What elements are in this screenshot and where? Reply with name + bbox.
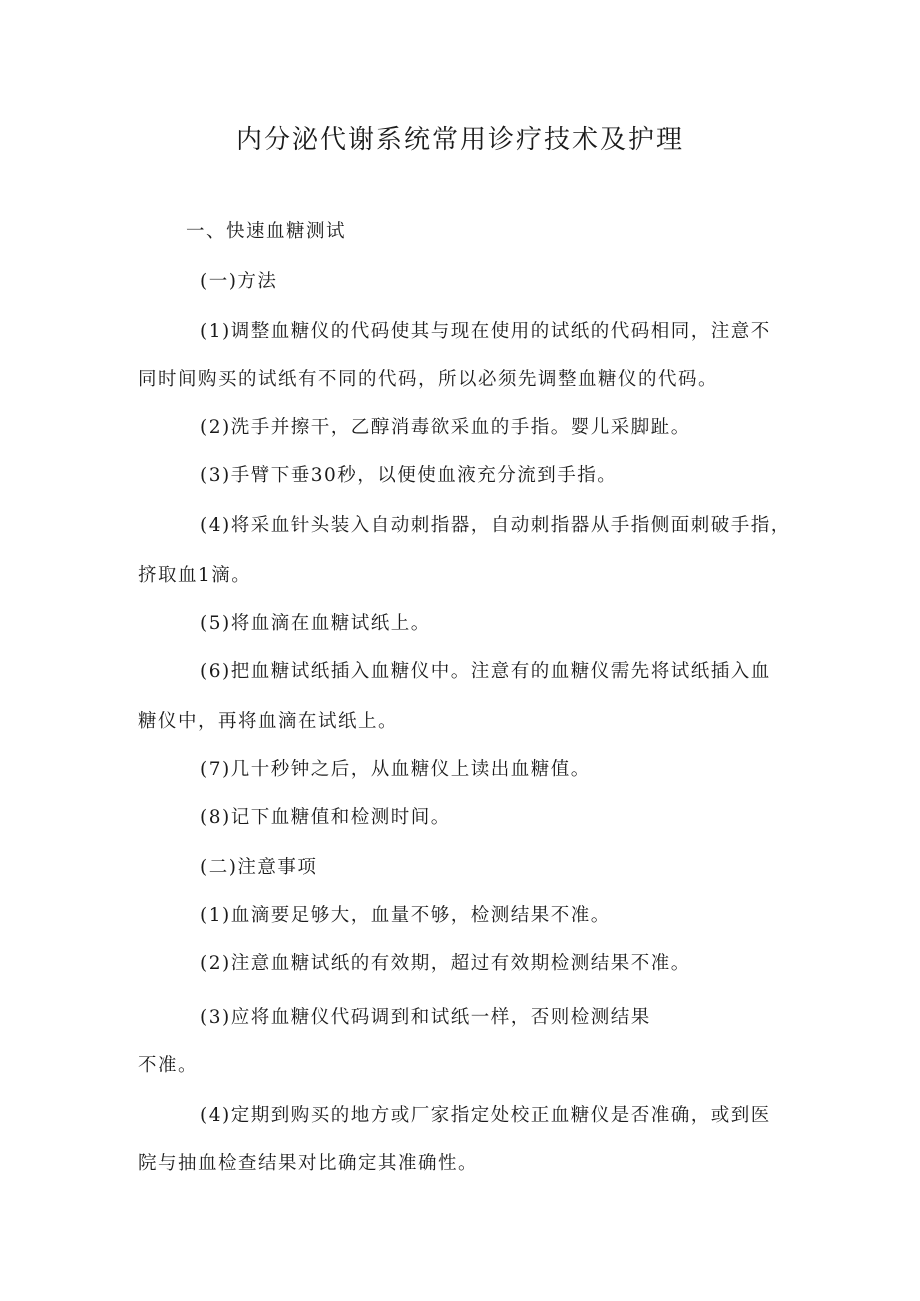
note-4-line-1: (4)定期到购买的地方或厂家指定处校正血糖仪是否准确，或到医 — [200, 1105, 771, 1126]
document-title: 内分泌代谢系统常用诊疗技术及护理 — [235, 125, 684, 155]
section-heading: 一、快速血糖测试 — [186, 221, 347, 242]
method-step-5: (5)将血滴在血糖试纸上。 — [200, 613, 431, 634]
method-step-6-line-2: 糖仪中，再将血滴在试纸上。 — [138, 711, 399, 732]
note-1: (1)血滴要足够大，血量不够，检测结果不准。 — [200, 905, 611, 926]
note-2: (2)注意血糖试纸的有效期，超过有效期检测结果不准。 — [200, 953, 691, 974]
method-step-4-line-1: (4)将采血针头装入自动刺指器，自动刺指器从手指侧面刺破手指， — [200, 515, 791, 536]
method-step-2: (2)洗手并擦干，乙醇消毒欲采血的手指。婴儿采脚趾。 — [200, 417, 691, 438]
note-3-line-2: 不准。 — [138, 1055, 199, 1076]
note-3-line-1: (3)应将血糖仪代码调到和试纸一样，否则检测结果 — [200, 1007, 651, 1028]
method-step-8: (8)记下血糖值和检测时间。 — [200, 807, 451, 828]
method-step-1-line-1: (1)调整血糖仪的代码使其与现在使用的试纸的代码相同，注意不 — [200, 321, 771, 342]
subsection-heading-method: (一)方法 — [200, 271, 278, 292]
method-step-6-line-1: (6)把血糖试纸插入血糖仪中。注意有的血糖仪需先将试纸插入血 — [200, 661, 771, 682]
note-4-line-2: 院与抽血检查结果对比确定其准确性。 — [138, 1153, 479, 1174]
method-step-3: (3)手臂下垂30秒，以便使血液充分流到手指。 — [200, 465, 618, 486]
subsection-heading-notes: (二)注意事项 — [200, 857, 318, 878]
method-step-4-line-2: 挤取血1滴。 — [138, 565, 252, 586]
method-step-7: (7)几十秒钟之后，从血糖仪上读出血糖值。 — [200, 759, 591, 780]
method-step-1-line-2: 同时间购买的试纸有不同的代码，所以必须先调整血糖仪的代码。 — [138, 369, 719, 390]
